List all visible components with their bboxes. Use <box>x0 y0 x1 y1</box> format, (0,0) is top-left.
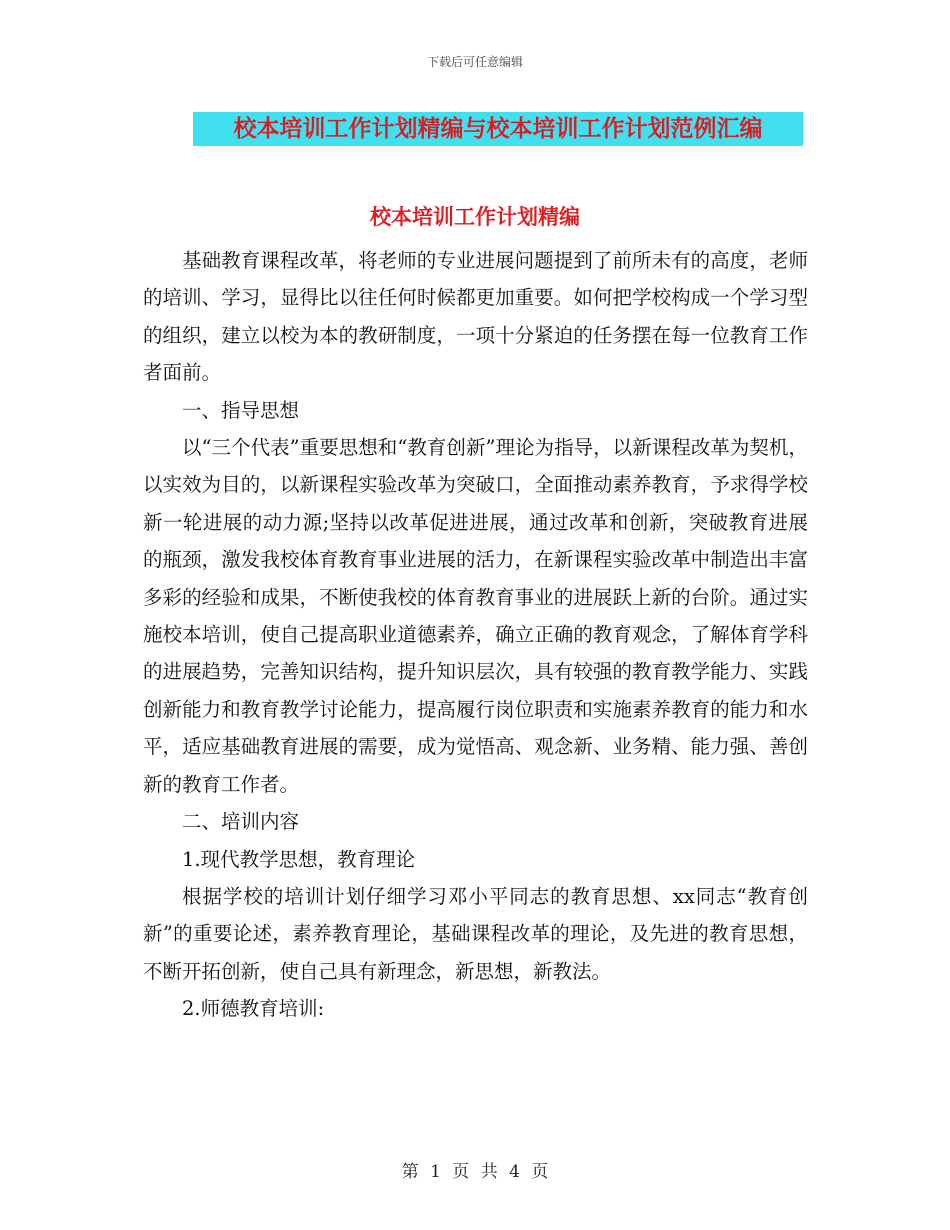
page-footer: 第 1 页 共 4 页 <box>401 1162 549 1182</box>
main-title: 校本培训工作计划精编与校本培训工作计划范例汇编 <box>233 116 763 142</box>
heading-training-content: 二、培训内容 <box>182 810 300 834</box>
subheading-teaching-thought: 1.现代教学思想，教育理论 <box>182 847 416 871</box>
teaching-thought-paragraph: 根据学校的培训计划仔细学习邓小平同志的教育思想、xx同志“教育创新”的重要论述，素养教育理论，基础课程改革的理论，及先进的教育思想，不断开拓创新，使自己具有新理念，新思想，新教法。 <box>143 884 808 983</box>
section-title: 校本培训工作计划精编 <box>370 205 580 229</box>
subheading-ethics-training: 2.师德教育培训: <box>182 997 325 1021</box>
main-title-highlight <box>193 112 803 146</box>
heading-guiding-ideology: 一、指导思想 <box>182 398 300 422</box>
page-header-note: 下载后可任意编辑 <box>426 55 523 69</box>
document-body <box>143 242 808 1028</box>
intro-paragraph: 基础教育课程改革，将老师的专业进展问题提到了前所未有的高度，老师的培训、学习，显得比以往任何时候都更加重要。如何把学校构成一个学习型的组织，建立以校为本的教研制度，一项十分紧迫的任务摆在每一位教育工作者面前。 <box>143 249 808 385</box>
guiding-ideology-paragraph: 以“三个代表”重要思想和“教育创新”理论为指导，以新课程改革为契机，以实效为目的，以新课程实验改革为突破口，全面推动素养教育，予求得学校新一轮进展的动力源;坚持以改革促进进展，通过改革和创新，突破教育进展的瓶颈，激发我校体育教育事业进展的活力，在新课程实验改革中制造出丰富多彩的经验和成果，不断使我校的体育教育事业的进展跃上新的台阶。通过实施校本培训，使自己提高职业道德素养，确立正确的教育观念，了解体育学科的进展趋势，完善知识结构，提升知识层次，具有较强的教育教学能力、实践创新能力和教育教学讨论能力，提高履行岗位职责和实施素养教育的能力和水平，适应基础教育进展的需要，成为觉悟高、观念新、业务精、能力强、善创新的教育工作者。 <box>143 436 808 796</box>
